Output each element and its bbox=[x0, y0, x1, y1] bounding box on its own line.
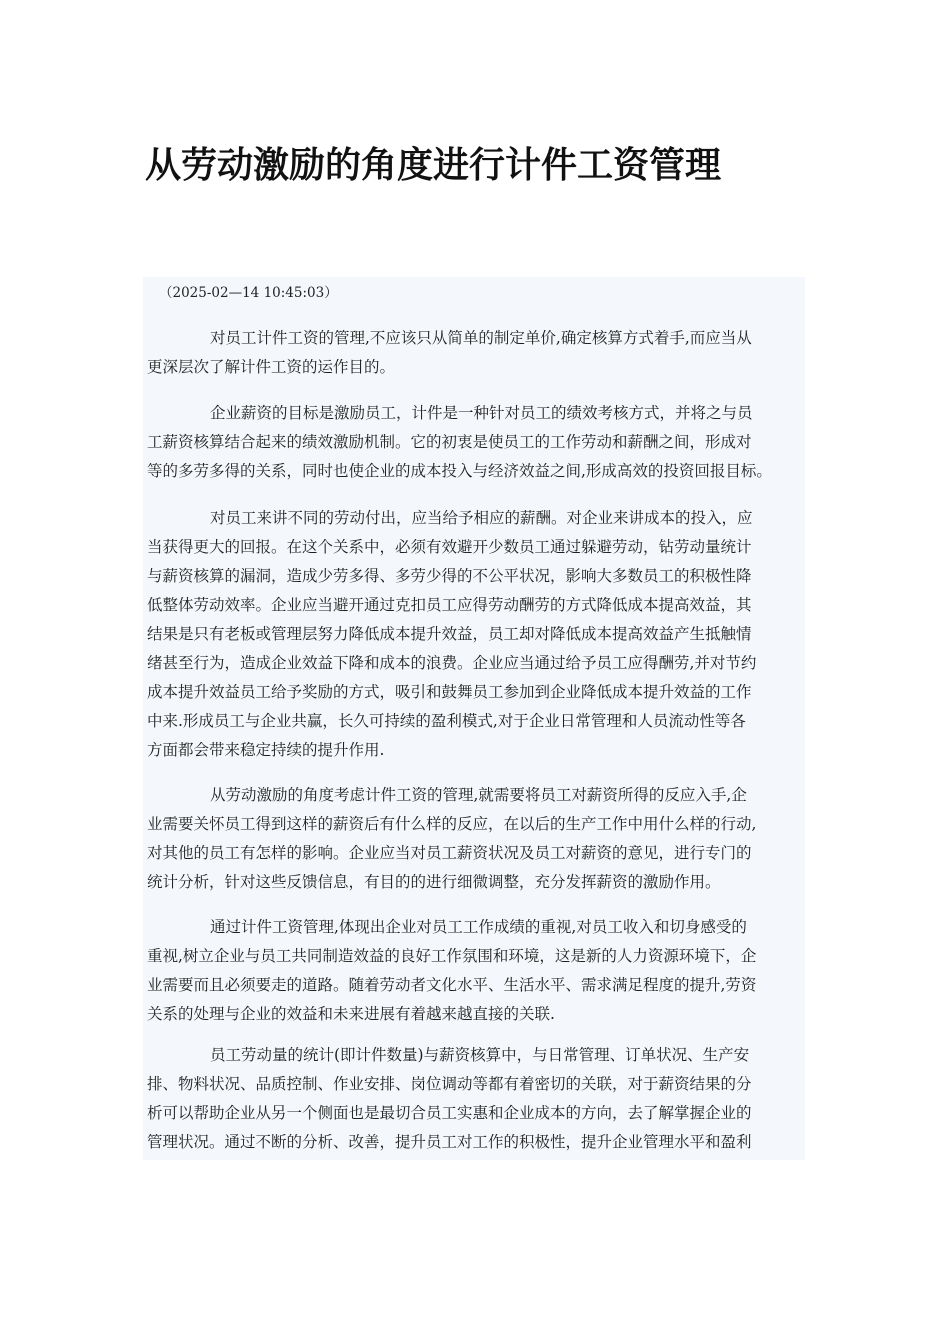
paragraph-6 bbox=[147, 1041, 805, 1157]
paragraph-line: 对其他的员工有怎样的影响。企业应当对员工薪资状况及员工对薪资的意见，进行专门的 bbox=[147, 844, 752, 862]
paragraph-line: 当获得更大的回报。在这个关系中，必须有效避开少数员工通过躲避劳动，钻劳动量统计 bbox=[147, 538, 752, 556]
paragraph-line: 工薪资核算结合起来的绩效激励机制。它的初衷是使员工的工作劳动和薪酬之间，形成对 bbox=[147, 433, 752, 451]
paragraph-line: 绪甚至行为，造成企业效益下降和成本的浪费。企业应当通过给予员工应得酬劳,并对节约 bbox=[147, 654, 757, 672]
paragraph-line: 业需要关怀员工得到这样的薪资后有什么样的反应，在以后的生产工作中用什么样的行动, bbox=[147, 815, 757, 833]
paragraph-line: 更深层次了解计件工资的运作目的。 bbox=[147, 358, 396, 376]
paragraph-line: 对员工来讲不同的劳动付出，应当给予相应的薪酬。对企业来讲成本的投入，应 bbox=[210, 509, 753, 527]
paragraph-line: 低整体劳动效率。企业应当避开通过克扣员工应得劳动酬劳的方式降低成本提高效益，其 bbox=[147, 596, 752, 614]
paragraph-line: 关系的处理与企业的效益和未来进展有着越来越直接的关联. bbox=[147, 1005, 555, 1023]
paragraph-3 bbox=[147, 504, 805, 765]
paragraph-line: 中来.形成员工与企业共赢，长久可持续的盈利模式,对于企业日常管理和人员流动性等各 bbox=[147, 712, 746, 730]
paragraph-2 bbox=[147, 399, 805, 486]
article-body bbox=[143, 277, 805, 1160]
paragraph-line: 业需要而且必须要走的道路。随着劳动者文化水平、生活水平、需求满足程度的提升,劳资 bbox=[147, 976, 757, 994]
publish-timestamp: （2025-02—14 10:45:03） bbox=[159, 285, 338, 301]
paragraph-5 bbox=[147, 913, 805, 1029]
paragraph-1 bbox=[147, 324, 805, 382]
paragraph-line: 方面都会带来稳定持续的提升作用. bbox=[147, 741, 385, 759]
page-title: 从劳动激励的角度进行计件工资管理 bbox=[145, 145, 722, 186]
paragraph-4 bbox=[147, 781, 805, 897]
paragraph-line: 员工劳动量的统计(即计件数量)与薪资核算中，与日常管理、订单状况、生产安 bbox=[210, 1046, 750, 1064]
paragraph-line: 等的多劳多得的关系，同时也使企业的成本投入与经济效益之间,形成高效的投资回报目标。 bbox=[147, 462, 772, 480]
paragraph-line: 重视,树立企业与员工共同制造效益的良好工作氛围和环境，这是新的人力资源环境下，企 bbox=[147, 947, 757, 965]
paragraph-line: 析可以帮助企业从另一个侧面也是最切合员工实惠和企业成本的方向，去了解掌握企业的 bbox=[147, 1104, 752, 1122]
paragraph-line: 成本提升效益员工给予奖励的方式，吸引和鼓舞员工参加到企业降低成本提升效益的工作 bbox=[147, 683, 752, 701]
paragraph-line: 统计分析，针对这些反馈信息，有目的的进行细微调整，充分发挥薪资的激励作用。 bbox=[147, 873, 721, 891]
paragraph-line: 从劳动激励的角度考虑计件工资的管理,就需要将员工对薪资所得的反应入手,企 bbox=[210, 786, 747, 804]
paragraph-line: 与薪资核算的漏洞，造成少劳多得、多劳少得的不公平状况，影响大多数员工的积极性降 bbox=[147, 567, 752, 585]
paragraph-line: 排、物料状况、品质控制、作业安排、岗位调动等都有着密切的关联，对于薪资结果的分 bbox=[147, 1075, 752, 1093]
paragraph-line: 结果是只有老板或管理层努力降低成本提升效益，员工却对降低成本提高效益产生抵触情 bbox=[147, 625, 752, 643]
paragraph-line: 企业薪资的目标是激励员工，计件是一种针对员工的绩效考核方式，并将之与员 bbox=[210, 404, 753, 422]
paragraph-line: 对员工计件工资的管理,不应该只从简单的制定单价,确定核算方式着手,而应当从 bbox=[210, 329, 752, 347]
paragraph-line: 通过计件工资管理,体现出企业对员工工作成绩的重视,对员工收入和切身感受的 bbox=[210, 918, 747, 936]
paragraph-line: 管理状况。通过不断的分析、改善，提升员工对工作的积极性，提升企业管理水平和盈利 bbox=[147, 1133, 752, 1151]
